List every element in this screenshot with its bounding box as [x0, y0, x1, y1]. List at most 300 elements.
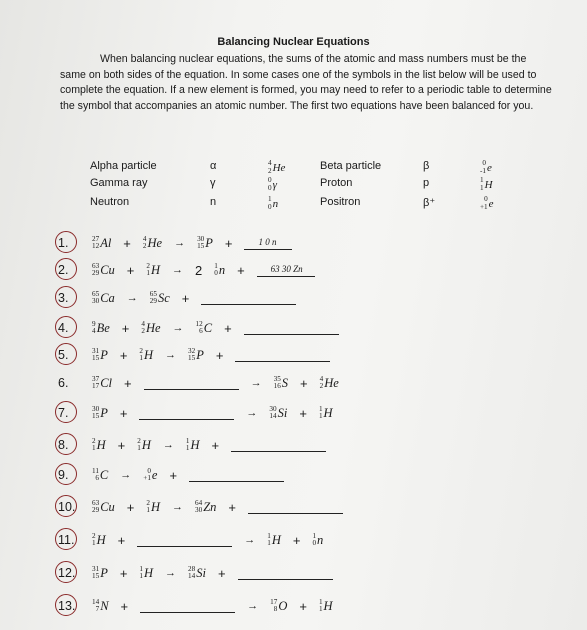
nuclide-numbers: [92, 263, 99, 278]
nuclide-numbers: [188, 566, 195, 581]
nuclide-numbers: [139, 348, 143, 363]
reaction-arrow: →: [120, 469, 132, 481]
answer-blank: [235, 349, 330, 362]
reaction-arrow: →: [244, 534, 256, 546]
element-symbol: He: [147, 235, 163, 250]
particle-nuclide: [480, 192, 494, 211]
nuclide-symbol: [312, 533, 323, 548]
mass-number: 0: [484, 195, 488, 203]
reaction-arrow: →: [172, 322, 184, 334]
nuclide-symbol: [139, 348, 153, 363]
element-symbol: H: [150, 262, 160, 277]
nuclide-symbol: [150, 291, 170, 306]
mass-number: 64: [195, 498, 203, 507]
nuclide-numbers: [150, 291, 157, 306]
instructions-paragraph: When balancing nuclear equations, the sums of the atomic and mass numbers must be the same on both sides of the equation. In some cases one of the symbols in the list below will be used to complete the equation. If a new element is formed, you may need to refer to a periodic table to determine the symbol that accompanies an atomic number. The first two equations have been balanced for you.: [60, 53, 552, 112]
mass-number: 27: [92, 234, 100, 243]
mass-number: 30: [92, 404, 100, 413]
answer-blank: [238, 567, 333, 580]
reaction-arrow: →: [172, 501, 183, 513]
mass-number: 2: [146, 498, 150, 507]
operator: +: [299, 405, 307, 421]
atomic-number: 29: [92, 506, 100, 514]
element-symbol: He: [324, 375, 339, 390]
element-symbol: n: [218, 262, 226, 277]
element-symbol: H: [141, 437, 151, 452]
particle-letter: α: [210, 160, 217, 172]
nuclide-symbol: [197, 236, 213, 251]
operator: +: [228, 499, 236, 515]
atomic-number: 1: [480, 183, 484, 192]
mass-number: 63: [92, 498, 100, 507]
mass-number: 1: [318, 597, 323, 606]
atomic-number: 29: [92, 269, 100, 277]
nuclide-numbers: [269, 406, 276, 421]
mass-number: 2: [146, 261, 150, 270]
element-symbol: Si: [196, 565, 206, 580]
mass-number: 4: [268, 159, 272, 167]
mass-number: 30: [269, 404, 277, 413]
nuclide-symbol: [139, 566, 153, 581]
nuclide-numbers: [92, 321, 96, 336]
element-symbol: H: [484, 178, 493, 191]
atomic-number: 6: [199, 327, 203, 335]
answer-blank: [231, 439, 326, 452]
equation-row: [58, 530, 329, 550]
element-symbol: Al: [100, 235, 112, 250]
element-symbol: Cl: [100, 375, 112, 390]
mass-number: 37: [92, 374, 100, 383]
pencil-circle: [55, 231, 77, 253]
operator: +: [119, 565, 128, 581]
answer-blank: [201, 292, 296, 305]
equation-row: [58, 288, 302, 308]
atomic-number: 6: [95, 474, 99, 482]
atomic-number: +1: [480, 202, 488, 211]
element-symbol: e: [488, 197, 494, 210]
nuclide-numbers: [270, 599, 277, 614]
particle-name: Positron: [320, 196, 361, 208]
equation-row: [58, 465, 290, 485]
element-symbol: H: [323, 598, 333, 613]
atomic-number: 15: [197, 242, 205, 250]
nuclide-symbol: [188, 348, 204, 363]
nuclide-symbol: [480, 177, 493, 192]
operator: 2: [195, 262, 203, 278]
mass-number: 1: [318, 404, 323, 413]
element-symbol: γ: [272, 178, 277, 191]
nuclide-symbol: [195, 500, 216, 515]
mass-number: 31: [92, 346, 100, 355]
mass-number: 1: [185, 436, 190, 445]
particle-nuclide: [268, 192, 278, 211]
operator: +: [117, 437, 126, 453]
mass-number: 28: [188, 564, 196, 573]
answer-blank: [244, 322, 339, 335]
equation-row: [58, 233, 298, 253]
nuclide-symbol: [319, 599, 333, 614]
nuclide-numbers: [146, 263, 150, 278]
atomic-number: 16: [273, 382, 281, 390]
element-symbol: C: [203, 320, 213, 335]
pencil-circle: [55, 561, 77, 583]
answer-blank: [144, 377, 239, 390]
nuclide-numbers: [137, 438, 141, 453]
element-symbol: n: [272, 197, 279, 210]
mass-number: 1: [214, 261, 218, 270]
element-symbol: P: [100, 565, 108, 580]
nuclide-numbers: [92, 291, 99, 306]
mass-number: 1: [267, 531, 271, 540]
pencil-circle: [55, 594, 77, 616]
answer-blank: [137, 534, 232, 547]
nuclide-symbol: [92, 236, 111, 251]
pencil-circle: [55, 528, 77, 550]
element-symbol: P: [100, 405, 108, 420]
mass-number: 17: [270, 597, 278, 606]
nuclide-symbol: [143, 468, 157, 483]
atomic-number: 0: [214, 269, 218, 277]
mass-number: 4: [141, 319, 145, 328]
mass-number: 2: [139, 346, 144, 355]
atomic-number: 12: [92, 242, 100, 250]
atomic-number: 7: [95, 605, 100, 613]
element-symbol: n: [317, 532, 324, 547]
nuclide-symbol: [146, 263, 160, 278]
nuclide-symbol: [270, 599, 287, 614]
reaction-arrow: →: [165, 349, 177, 361]
nuclide-symbol: [196, 321, 213, 336]
mass-number: 0: [147, 466, 151, 475]
mass-number: 32: [188, 346, 196, 355]
operator: +: [224, 320, 232, 336]
nuclide-numbers: [186, 438, 190, 453]
nuclide-numbers: [195, 500, 202, 515]
mass-number: 14: [92, 597, 100, 606]
page-title: Balancing Nuclear Equations: [217, 36, 370, 48]
nuclide-symbol: [92, 321, 110, 336]
nuclide-numbers: [92, 566, 99, 581]
particle-letter: β: [423, 160, 430, 172]
element-symbol: H: [96, 532, 106, 547]
particle-letter: γ: [210, 177, 216, 189]
mass-number: 9: [92, 319, 96, 328]
nuclide-numbers: [92, 348, 99, 363]
reaction-arrow: →: [250, 377, 262, 389]
equation-row: [58, 260, 321, 280]
answer-blank: [248, 501, 343, 514]
operator: +: [292, 532, 301, 548]
nuclide-numbers: [143, 468, 151, 483]
element-symbol: Cu: [100, 499, 115, 514]
atomic-number: 14: [188, 572, 196, 580]
element-symbol: P: [100, 347, 108, 362]
nuclide-symbol: [141, 321, 160, 336]
pencil-circle: [55, 316, 77, 338]
equation-number: 3.: [58, 291, 69, 305]
nuclide-symbol: [480, 196, 494, 211]
mass-number: 65: [92, 289, 100, 298]
atomic-number: 1: [137, 444, 141, 452]
reaction-arrow: →: [246, 407, 258, 419]
nuclide-symbol: [146, 500, 160, 515]
nuclide-numbers: [480, 177, 484, 192]
mass-number: 31: [92, 564, 100, 573]
atomic-number: 15: [92, 572, 100, 580]
equation-number: 2.: [58, 263, 69, 277]
operator: +: [215, 347, 224, 363]
element-symbol: Sc: [157, 290, 170, 305]
element-symbol: H: [144, 565, 154, 580]
equation-number: 11.: [58, 533, 75, 547]
nuclide-symbol: [267, 533, 281, 548]
reaction-arrow: →: [162, 439, 174, 451]
nuclide-symbol: [268, 196, 278, 211]
element-symbol: H: [150, 499, 160, 514]
atomic-number: 30: [92, 297, 100, 305]
reaction-arrow: →: [247, 600, 259, 612]
atomic-number: 1: [185, 444, 190, 452]
nuclide-numbers: [141, 321, 145, 336]
element-symbol: O: [278, 598, 288, 613]
nuclide-symbol: [92, 406, 108, 421]
atomic-number: 0: [268, 183, 272, 192]
answer-blank: [257, 264, 315, 277]
equation-row: [58, 563, 339, 583]
reaction-arrow: →: [174, 237, 186, 249]
mass-number: 0: [482, 159, 486, 167]
nuclide-symbol: [92, 566, 108, 581]
atomic-number: 15: [188, 354, 196, 362]
operator: +: [169, 467, 178, 483]
atomic-number: 15: [92, 354, 100, 362]
operator: +: [119, 347, 128, 363]
mass-number: 2: [92, 436, 96, 445]
element-symbol: He: [145, 320, 161, 335]
nuclide-symbol: [320, 376, 339, 391]
operator: +: [124, 375, 132, 391]
equation-number: 9.: [58, 468, 69, 482]
reaction-arrow: →: [165, 567, 177, 579]
nuclide-symbol: [274, 376, 288, 391]
atomic-number: 1: [92, 444, 96, 452]
operator: +: [119, 405, 128, 421]
atomic-number: 30: [195, 506, 203, 514]
operator: +: [120, 598, 129, 614]
nuclide-numbers: [92, 599, 99, 614]
atomic-number: 1: [318, 605, 323, 613]
nuclide-numbers: [92, 406, 99, 421]
operator: +: [181, 290, 190, 306]
operator: +: [121, 320, 130, 336]
equation-number: 4.: [58, 321, 69, 335]
mass-number: 35: [273, 374, 281, 383]
answer-blank: [189, 469, 284, 482]
answer-blank: [244, 237, 292, 250]
operator: +: [299, 598, 307, 614]
particle-name: Gamma ray: [90, 177, 148, 189]
particle-name: Neutron: [90, 196, 130, 208]
nuclide-numbers: [197, 236, 204, 251]
nuclide-numbers: [319, 406, 323, 421]
operator: +: [123, 235, 131, 251]
element-symbol: H: [144, 347, 154, 362]
element-symbol: Cu: [100, 262, 115, 277]
nuclide-numbers: [267, 533, 271, 548]
mass-number: 65: [149, 289, 157, 298]
atomic-number: 0: [268, 202, 272, 211]
particle-letter: β⁺: [423, 197, 436, 209]
element-symbol: He: [272, 161, 286, 174]
operator: +: [300, 375, 308, 391]
nuclide-numbers: [268, 196, 272, 211]
handwritten-answer: 1 0 n: [258, 236, 277, 247]
equation-number: 1.: [58, 236, 69, 250]
nuclide-numbers: [319, 599, 323, 614]
element-symbol: P: [205, 235, 213, 250]
element-symbol: e: [487, 161, 492, 174]
atomic-number: 1: [146, 269, 150, 277]
element-symbol: H: [271, 532, 281, 547]
nuclide-symbol: [137, 438, 151, 453]
particle-letter: n: [210, 196, 217, 208]
atomic-number: 17: [92, 382, 100, 390]
particle-name: Proton: [320, 177, 353, 189]
operator: +: [211, 437, 220, 453]
mass-number: 30: [197, 234, 205, 243]
atomic-number: -1: [480, 166, 486, 175]
atomic-number: 4: [92, 327, 96, 335]
mass-number: 11: [92, 466, 99, 475]
nuclide-numbers: [92, 500, 99, 515]
equation-row: [58, 318, 345, 338]
equation-number: 6.: [58, 376, 69, 390]
particle-nuclide: [480, 173, 493, 192]
nuclide-symbol: [186, 438, 200, 453]
reaction-arrow: →: [172, 264, 183, 276]
nuclide-symbol: [268, 177, 277, 192]
atomic-number: 15: [92, 412, 100, 420]
nuclide-numbers: [214, 263, 218, 278]
element-symbol: H: [96, 437, 106, 452]
mass-number: 2: [92, 531, 96, 540]
nuclide-numbers: [139, 566, 143, 581]
atomic-number: 2: [142, 242, 147, 250]
equation-row: [58, 403, 339, 423]
nuclide-symbol: [92, 533, 106, 548]
pencil-circle: [55, 433, 77, 455]
mass-number: 1: [480, 176, 484, 184]
pencil-circle: [55, 401, 77, 423]
nuclide-numbers: [92, 468, 99, 483]
equation-number: 5.: [58, 348, 69, 362]
nuclide-numbers: [143, 236, 147, 251]
atomic-number: 0: [312, 539, 317, 547]
nuclide-symbol: [92, 500, 115, 515]
atomic-number: 2: [319, 382, 324, 390]
operator: +: [237, 262, 245, 278]
nuclide-symbol: [188, 566, 206, 581]
equation-number: 8.: [58, 438, 69, 452]
atomic-number: 14: [269, 412, 277, 420]
operator: +: [224, 235, 233, 251]
atomic-number: 2: [141, 327, 145, 335]
nuclide-symbol: [92, 348, 108, 363]
nuclide-symbol: [319, 406, 333, 421]
atomic-number: 29: [149, 297, 157, 305]
element-symbol: Ca: [100, 290, 115, 305]
equation-row: [58, 497, 349, 517]
equation-row: [58, 596, 339, 616]
mass-number: 12: [195, 319, 203, 328]
equation-number: 10.: [58, 500, 76, 514]
nuclide-numbers: [320, 376, 324, 391]
mass-number: 4: [319, 374, 324, 383]
pencil-circle: [55, 286, 77, 308]
particle-name: Alpha particle: [90, 160, 157, 172]
mass-number: 63: [92, 261, 100, 270]
atomic-number: 1: [318, 412, 323, 420]
equation-row: [58, 373, 345, 393]
atomic-number: 1: [139, 354, 144, 362]
nuclide-numbers: [146, 500, 150, 515]
mass-number: 0: [268, 176, 272, 184]
handwritten-answer: 63 30 Zn: [270, 263, 303, 274]
operator: +: [217, 565, 226, 581]
nuclide-numbers: [92, 438, 96, 453]
answer-blank: [139, 407, 234, 420]
nuclide-symbol: [92, 468, 108, 483]
particle-letter: p: [423, 177, 430, 189]
particle-nuclide: [268, 173, 277, 192]
nuclide-numbers: [196, 321, 203, 336]
reaction-arrow: →: [126, 292, 138, 304]
pencil-circle: [55, 343, 77, 365]
element-symbol: C: [99, 467, 109, 482]
element-symbol: Be: [96, 320, 110, 335]
pencil-circle: [55, 258, 77, 280]
operator: +: [126, 262, 135, 278]
element-symbol: H: [190, 437, 200, 452]
nuclide-numbers: [480, 196, 488, 211]
nuclide-numbers: [188, 348, 195, 363]
mass-number: 1: [139, 564, 144, 573]
nuclide-symbol: [92, 376, 112, 391]
atomic-number: 1: [92, 539, 96, 547]
nuclide-symbol: [269, 406, 287, 421]
equation-number: 13.: [58, 599, 76, 613]
element-symbol: P: [196, 347, 204, 362]
element-symbol: S: [281, 375, 289, 390]
operator: +: [126, 499, 135, 515]
atomic-number: 1: [146, 506, 150, 514]
nuclide-numbers: [268, 177, 272, 192]
nuclide-symbol: [92, 438, 106, 453]
particle-name: Beta particle: [320, 160, 382, 172]
equation-number: 12.: [58, 566, 76, 580]
atomic-number: 1: [267, 539, 271, 547]
element-symbol: e: [151, 467, 158, 482]
element-symbol: Zn: [203, 499, 217, 514]
element-symbol: Si: [277, 405, 288, 420]
nuclide-symbol: [214, 263, 225, 278]
nuclide-numbers: [92, 376, 99, 391]
pencil-circle: [55, 495, 77, 517]
nuclide-symbol: [92, 599, 109, 614]
answer-blank: [140, 600, 235, 613]
mass-number: 1: [312, 531, 317, 540]
nuclide-numbers: [274, 376, 281, 391]
